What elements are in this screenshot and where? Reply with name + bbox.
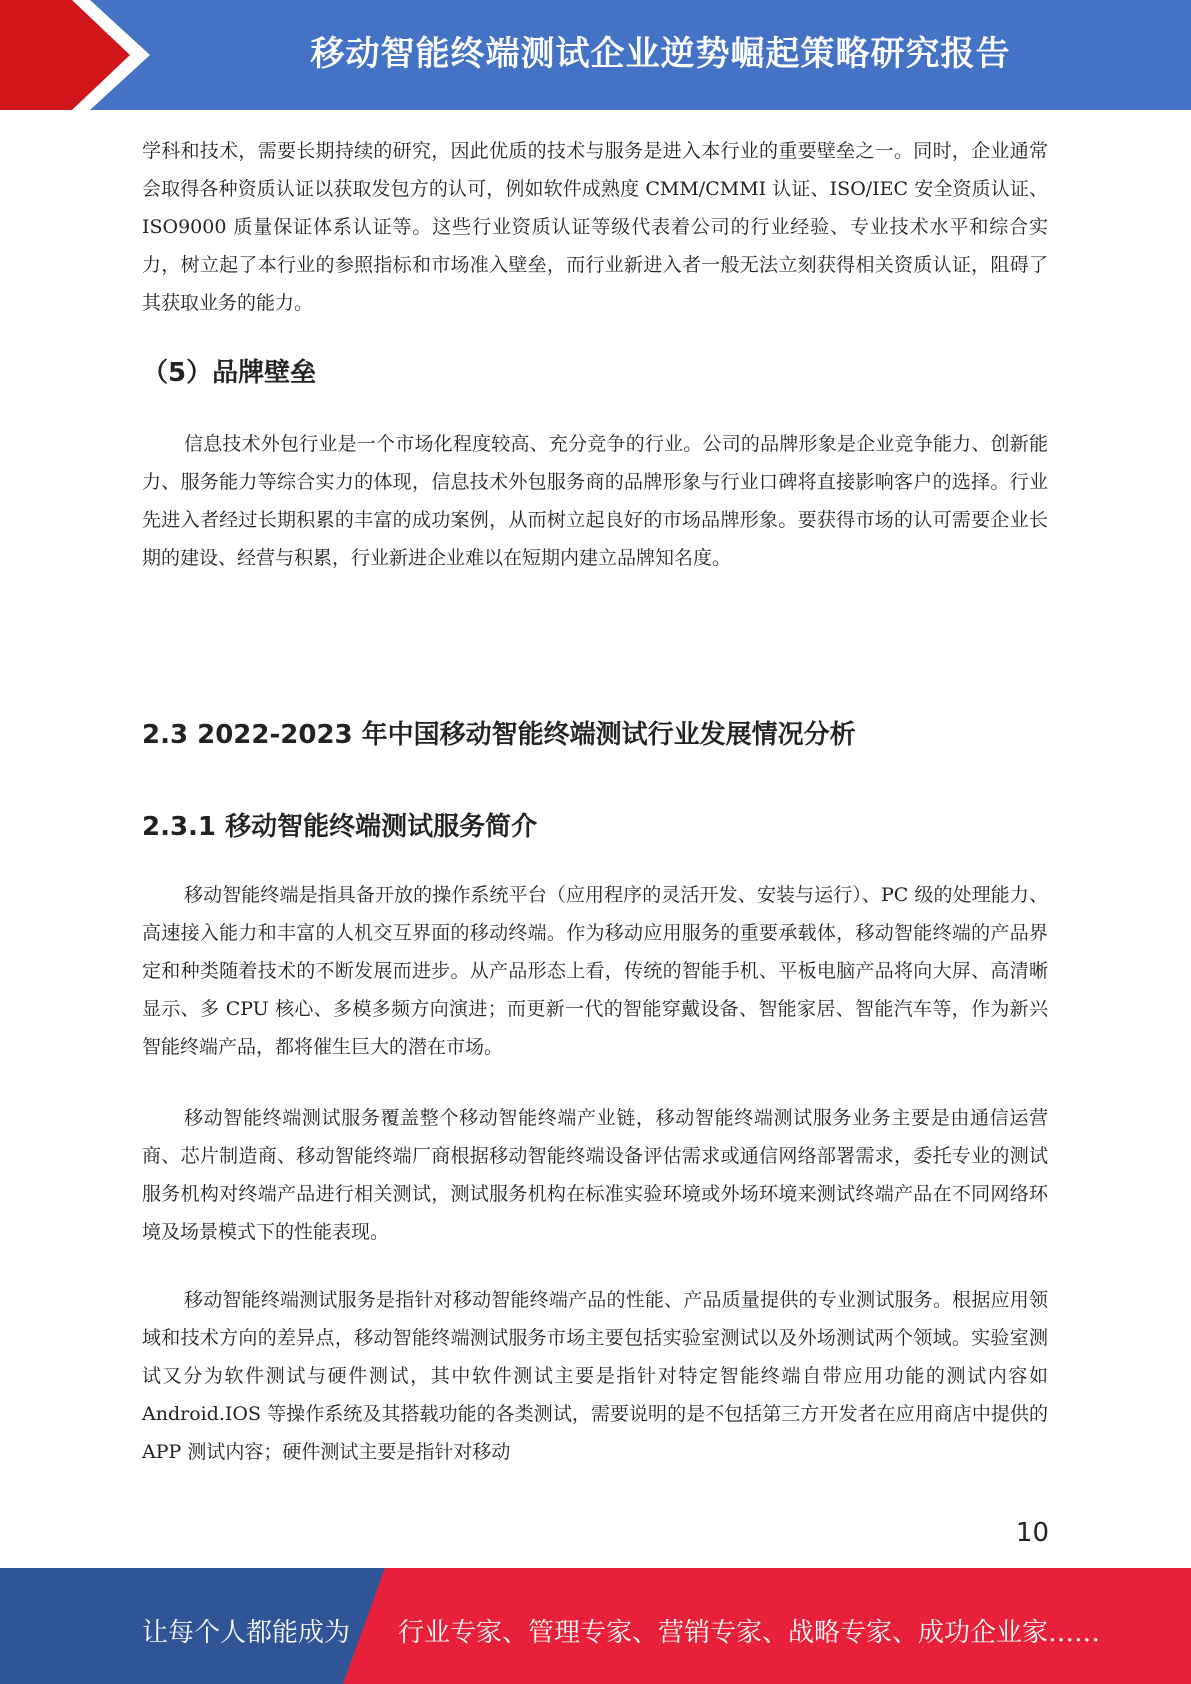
page-number: 10 — [1015, 1518, 1049, 1548]
section-2-3-heading: 2.3 2022-2023 年中国移动智能终端测试行业发展情况分析 — [142, 720, 856, 750]
paragraph-1: 移动智能终端是指具备开放的操作系统平台（应用程序的灵活开发、安装与运行）、PC 级的处理能力、高速接入能力和丰富的人机交互界面的移动终端。作为移动应用服务的重要承载体，移动智能终端的产品界定和种类随着技术的不断发展而进步。从产品形态上看，传统的智能手机、平板电脑产品将向大屏、高清晰显示、多 CPU 核心、多模多频方向演进；而更新一代的智能穿戴设备、智能家居、智能汽车等，作为新兴智能终端产品，都将催生巨大的潜在市场。 — [142, 884, 1048, 1058]
body-block-2 — [142, 1099, 1048, 1251]
brand-barrier-heading: （5）品牌壁垒 — [142, 358, 317, 388]
brand-paragraph: 信息技术外包行业是一个市场化程度较高、充分竞争的行业。公司的品牌形象是企业竞争能力、创新能力、服务能力等综合实力的体现，信息技术外包服务商的品牌形象与行业口碑将直接影响客户的选择。行业先进入者经过长期积累的丰富的成功案例，从而树立起良好的市场品牌形象。要获得市场的认可需要企业长期的建设、经营与积累，行业新进企业难以在短期内建立品牌知名度。 — [142, 433, 1048, 569]
page-header — [0, 0, 1191, 110]
paragraph-2: 移动智能终端测试服务覆盖整个移动智能终端产业链，移动智能终端测试服务业务主要是由通信运营商、芯片制造商、移动智能终端厂商根据移动智能终端设备评估需求或通信网络部署需求，委托专业的测试服务机构对终端产品进行相关测试，测试服务机构在标准实验环境或外场环境来测试终端产品在不同网络环境及场景模式下的性能表现。 — [142, 1107, 1048, 1243]
footer-slogan-right: 行业专家、管理专家、营销专家、战略专家、成功企业家…… — [398, 1618, 1101, 1648]
body-block-1 — [142, 876, 1048, 1066]
brand-block — [142, 425, 1048, 577]
body-block-3 — [142, 1281, 1048, 1471]
page-footer — [0, 1568, 1191, 1684]
report-title: 移动智能终端测试企业逆势崛起策略研究报告 — [310, 34, 1011, 74]
intro-block — [142, 132, 1048, 322]
footer-slogan-left: 让每个人都能成为 — [142, 1618, 351, 1648]
section-2-3-1-heading: 2.3.1 移动智能终端测试服务简介 — [142, 812, 538, 842]
intro-paragraph: 学科和技术，需要长期持续的研究，因此优质的技术与服务是进入本行业的重要壁垒之一。同时，企业通常会取得各种资质认证以获取发包方的认可，例如软件成熟度 CMM/CMMI 认证、ISO/IEC 安全资质认证、ISO9000 质量保证体系认证等。这些行业资质认证等级代表着公司的行业经验、专业技术水平和综合实力，树立起了本行业的参照指标和市场准入壁垒，而行业新进入者一般无法立刻获得相关资质认证，阻碍了其获取业务的能力。 — [142, 140, 1048, 314]
paragraph-3: 移动智能终端测试服务是指针对移动智能终端产品的性能、产品质量提供的专业测试服务。根据应用领域和技术方向的差异点，移动智能终端测试服务市场主要包括实验室测试以及外场测试两个领域。实验室测试又分为软件测试与硬件测试，其中软件测试主要是指针对特定智能终端自带应用功能的测试内容如 Android.IOS 等操作系统及其搭载功能的各类测试，需要说明的是不包括第三方开发者在应用商店中提供的 APP 测试内容；硬件测试主要是指针对移动 — [142, 1289, 1048, 1463]
